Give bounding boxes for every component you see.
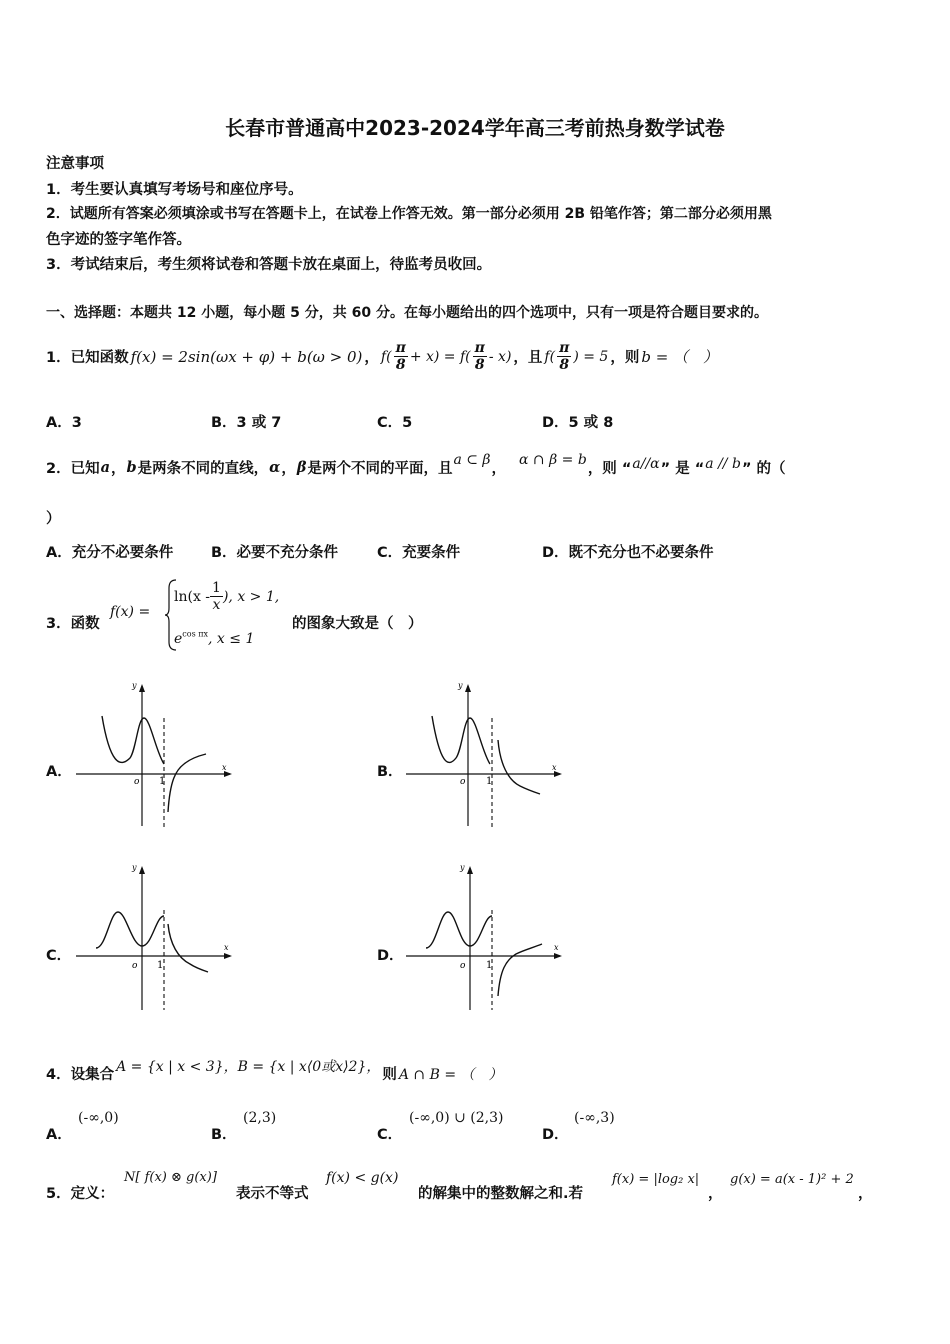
q2-var-a: a: [100, 459, 110, 476]
q2-var-beta: β: [296, 459, 307, 476]
q2-expr-2: α ∩ β = b: [519, 451, 587, 468]
q2-option-b[interactable]: B．必要不充分条件: [211, 545, 339, 561]
q1-then: ，则: [610, 350, 640, 366]
y-label: y: [458, 681, 463, 690]
q4-option-c-label[interactable]: C．: [377, 1127, 403, 1143]
q1-option-d[interactable]: D．5 或 8: [542, 415, 614, 431]
page-title: 长春市普通高中2023-2024学年高三考前热身数学试卷: [225, 116, 725, 140]
q3-case2-b: , x ≤ 1: [208, 631, 255, 647]
q3-case-2: [174, 628, 254, 647]
notice-item-2a: 2．试题所有答案必须填涂或书写在答题卡上，在试卷上作答无效。第一部分必须用 2B 铅笔作答；第二部分必须用黑: [46, 206, 772, 222]
q5-comma: ，: [708, 1186, 723, 1202]
q1-and: ，且: [513, 350, 543, 366]
q5-text-2: 的解集中的整数解之和.若: [418, 1186, 584, 1202]
q2-var-b: b: [126, 459, 137, 476]
curve-left: [432, 716, 490, 764]
q3-graph-a[interactable]: [72, 676, 242, 836]
q3-lead: 3．函数: [46, 616, 100, 632]
q2-expr-3: a//α: [632, 455, 660, 472]
notice-heading: 注意事项: [46, 156, 104, 172]
q2-expr-4: a // b: [705, 455, 741, 472]
notice-item-2b: 色字迹的签字笔作答。: [46, 232, 191, 248]
q4-sets: A = {x | x < 3}，B = {x | x⟨0或x⟩2}，: [116, 1058, 381, 1075]
q2-option-c[interactable]: C．充要条件: [377, 545, 461, 561]
one-label: 1: [157, 960, 164, 971]
q1-frac-2: $\frac{\pi}{8}$: [474, 340, 485, 373]
q1-cond2-a: f(: [544, 348, 556, 365]
q4-option-d-label[interactable]: D．: [542, 1127, 569, 1143]
x-label: x: [224, 943, 229, 952]
x-label: x: [554, 943, 559, 952]
y-axis-arrow: [465, 684, 471, 692]
q3-fx: f(x) =: [110, 604, 151, 620]
y-axis-arrow: [139, 684, 145, 692]
q2-option-d[interactable]: D．既不充分也不必要条件: [542, 545, 714, 561]
notice-item-3: 3．考试结束后，考生须将试卷和答题卡放在桌面上，待监考员收回。: [46, 257, 492, 273]
notice-item-1: 1．考生要认真填写考场号和座位序号。: [46, 182, 303, 198]
q3-case2-sup: cos πx: [182, 629, 209, 639]
q1-cond-c: - x): [488, 348, 512, 365]
q2-c5: ，: [491, 461, 507, 477]
q5-n-notation: N[ f(x) ⊗ g(x)]: [124, 1170, 217, 1185]
origin-label: o: [134, 777, 140, 787]
q5-lead: 5．定义：: [46, 1186, 115, 1202]
q3-case1-b: ), x > 1,: [222, 588, 280, 605]
q3-option-d[interactable]: D．: [377, 948, 404, 964]
x-label: x: [222, 763, 227, 772]
q3-option-c[interactable]: C．: [46, 948, 72, 964]
q5-g: g(x) = a(x - 1)² + 2: [730, 1172, 854, 1187]
one-label: 1: [486, 960, 493, 971]
q1-function: f(x) = 2sin(ωx + φ) + b(ω > 0): [130, 347, 363, 366]
q4-option-c[interactable]: (-∞,0) ∪ (2,3): [409, 1110, 504, 1126]
q4-option-d[interactable]: (-∞,3): [574, 1110, 615, 1126]
q3-case1-a: ln(x -: [174, 588, 211, 605]
q1-lead: 1．已知函数: [46, 350, 129, 366]
q3-tail: 的图象大致是（ ）: [292, 616, 423, 632]
q4-then: 则: [382, 1067, 397, 1083]
y-axis-arrow: [139, 866, 145, 874]
q1-sep: ，: [364, 350, 379, 366]
q1-ask: b = （ ）: [641, 348, 719, 366]
curve-right: [498, 944, 542, 996]
one-label: 1: [159, 776, 166, 787]
q2-var-alpha: α: [269, 459, 281, 476]
y-label: y: [460, 863, 465, 872]
q4-lead: 4．设集合: [46, 1067, 115, 1083]
q2-close-paren: ）: [46, 511, 61, 527]
curve-left: [96, 912, 164, 948]
q2-c4: 是两个不同的平面，且: [307, 461, 453, 477]
q4-option-b[interactable]: (2,3): [243, 1110, 277, 1126]
x-label: x: [552, 763, 557, 772]
q2-c2: 是两条不同的直线，: [137, 461, 269, 477]
q3-graph-d[interactable]: [402, 860, 572, 1020]
origin-label: o: [460, 777, 466, 787]
q4-option-a-label[interactable]: A．: [46, 1127, 72, 1143]
q2-c3: ，: [281, 461, 296, 477]
q3-frac: $\frac{1}{x}$: [212, 580, 221, 613]
origin-label: o: [460, 961, 466, 971]
origin-label: o: [132, 961, 138, 971]
q2-expr-1: a ⊂ β: [453, 451, 491, 468]
q1-cond-b: + x) = f(: [409, 348, 471, 365]
section-heading: 一、选择题：本题共 12 小题，每小题 5 分，共 60 分。在每小题给出的四个选项中，只有一项是符合题目要求的。: [46, 305, 768, 321]
question-2: [46, 451, 786, 478]
q5-comma-2: ，: [858, 1186, 873, 1202]
question-4: [46, 1055, 503, 1083]
q2-c8: ” 的（: [741, 461, 786, 477]
one-label: 1: [486, 776, 493, 787]
q4-option-b-label[interactable]: B．: [211, 1127, 237, 1143]
q5-inequality: f(x) < g(x): [326, 1170, 399, 1186]
q2-lead: 2．已知: [46, 461, 100, 477]
q1-option-a[interactable]: A．3: [46, 415, 82, 431]
q1-cond2-b: ) = 5: [573, 348, 609, 365]
y-axis-arrow: [467, 866, 473, 874]
q5-text-1: 表示不等式: [236, 1186, 309, 1202]
q1-frac-3: $\frac{\pi}{8}$: [559, 340, 570, 373]
q2-c6: ，则 “: [587, 461, 632, 477]
curve-left: [102, 716, 164, 764]
q1-option-c[interactable]: C．5: [377, 415, 413, 431]
q1-cond-a: f(: [380, 348, 392, 365]
q4-ask: A ∩ B = （ ）: [398, 1066, 503, 1083]
q3-case2-base: e: [174, 631, 183, 647]
q3-graph-b[interactable]: [402, 676, 572, 836]
q3-case-1: [174, 580, 279, 613]
x-axis-arrow: [554, 953, 562, 959]
q2-c1: ，: [111, 461, 126, 477]
q1-frac-1: $\frac{\pi}{8}$: [395, 340, 406, 373]
curve-right: [498, 740, 540, 794]
q3-option-a[interactable]: A．: [46, 764, 72, 780]
question-1: [46, 340, 718, 373]
q3-option-b[interactable]: B．: [377, 764, 403, 780]
y-label: y: [132, 863, 137, 872]
q4-option-a[interactable]: (-∞,0): [78, 1110, 119, 1126]
curve-right: [168, 924, 208, 972]
q2-option-a[interactable]: A．充分不必要条件: [46, 545, 174, 561]
q2-c7: ” 是 “: [660, 461, 705, 477]
q1-option-b[interactable]: B．3 或 7: [211, 415, 282, 431]
q5-f: f(x) = |log₂ x|: [612, 1172, 700, 1187]
curve-right: [168, 754, 206, 812]
y-label: y: [132, 681, 137, 690]
q3-graph-c[interactable]: [72, 860, 242, 1020]
x-axis-arrow: [224, 953, 232, 959]
curve-left: [426, 912, 492, 948]
